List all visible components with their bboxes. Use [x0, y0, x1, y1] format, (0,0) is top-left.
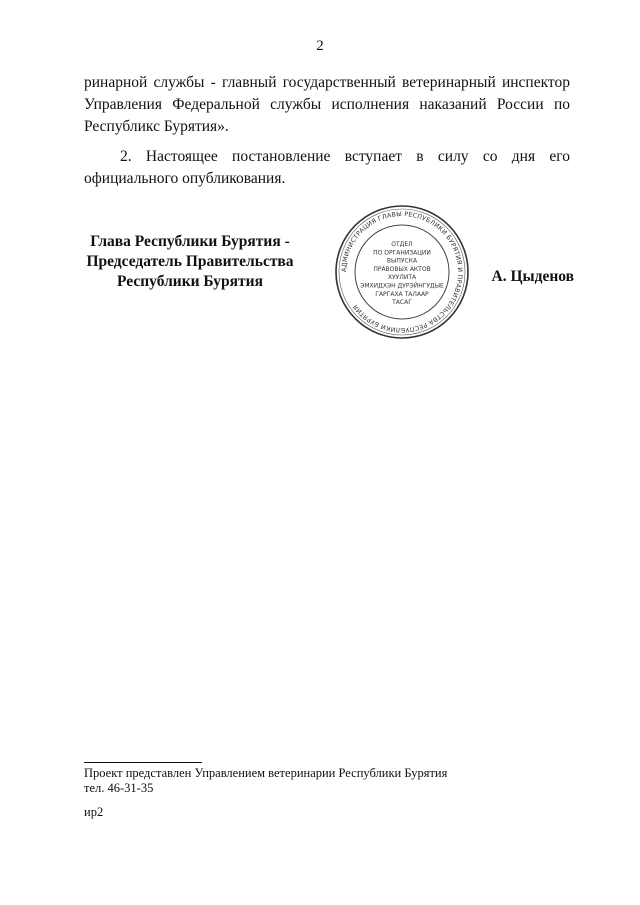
- seal-center-line: ВЫПУСКА: [386, 257, 418, 265]
- signatory-title-line-3: Республики Бурятия: [117, 273, 263, 290]
- seal-center-line: ОТДЕЛ: [391, 241, 413, 248]
- signatory-title-line-1: Глава Республики Бурятия -: [90, 233, 290, 250]
- seal-center-line: ЭМХИДХЭН ДУРЭЙНГУДЫЕ: [360, 282, 444, 290]
- footnote-line-1: Проект представлен Управлением ветеринарии Республики Бурятия: [84, 766, 448, 780]
- seal-center-line: ПО ОРГАНИЗАЦИИ: [373, 249, 431, 257]
- document-code: ир2: [84, 805, 104, 819]
- signatory-name: А. Цыденов: [491, 268, 574, 285]
- signatory-title-line-2: Председатель Правительства: [86, 253, 294, 270]
- seal-center-line: ПРАВОВЫХ АКТОВ: [373, 265, 431, 273]
- page-number: 2: [316, 38, 324, 54]
- footnote: [84, 766, 570, 796]
- seal-ring-text: АДМИНИСТРАЦИЯ ГЛАВЫ РЕСПУБЛИКИ БУРЯТИЯ И ПРАВИТЕЛЬСТВА РЕСПУБЛИКИ БУРЯТИЯ: [340, 210, 464, 334]
- signatory-title: [74, 232, 306, 292]
- body-paragraph-1: ринарной службы - главный государственный ветеринарный инспектор Управления Федеральной службы исполнения наказаний России по Республикс Бурятия».: [84, 74, 570, 135]
- seal-center-line: ГАРГАХА ТАЛААР: [375, 290, 429, 298]
- seal-center-line: ТАСАГ: [392, 299, 412, 307]
- footnote-line-2: тел. 46-31-35: [84, 781, 154, 795]
- official-seal-stamp: [334, 204, 470, 340]
- seal-graphic: [334, 204, 470, 340]
- footnote-separator: [84, 762, 202, 763]
- body-paragraph-2: 2. Настоящее постановление вступает в силу со дня его официального опубликования.: [84, 148, 570, 187]
- seal-center-line: ХУУЛИТА: [387, 274, 417, 282]
